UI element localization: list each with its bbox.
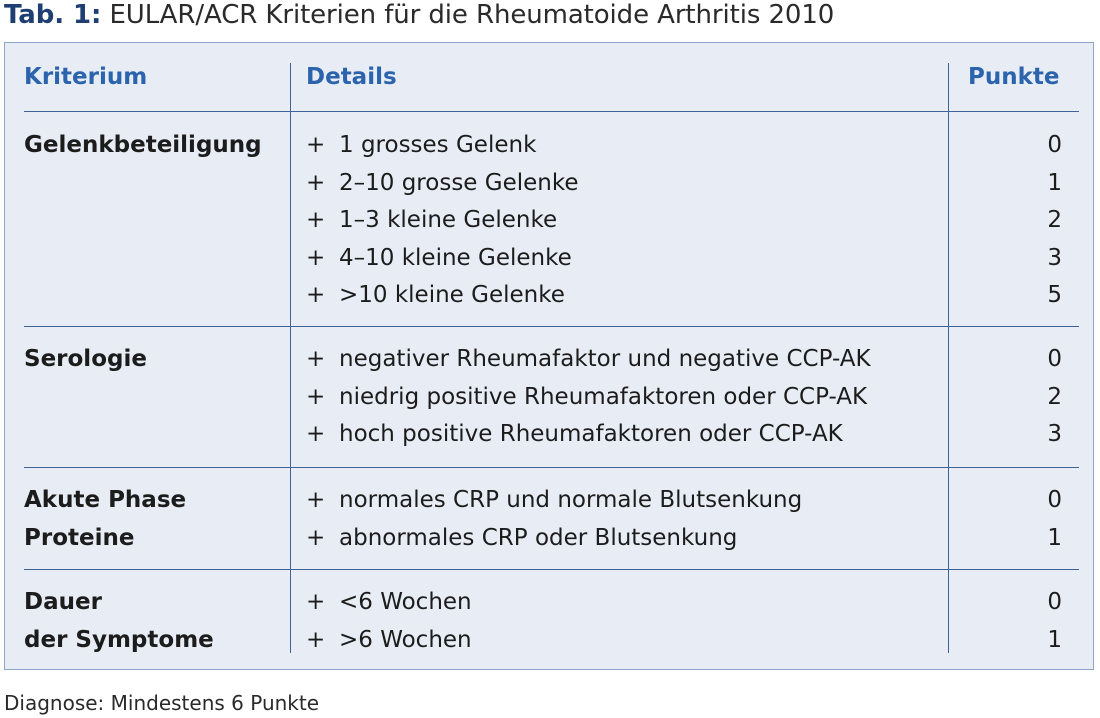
- points-gelenkbeteiligung: [965, 127, 1065, 315]
- group-rule: [24, 467, 1079, 468]
- detail-row: [306, 379, 946, 417]
- criterion-label-line-1: Dauer: [24, 589, 102, 615]
- detail-row: [306, 520, 946, 558]
- points-value: 0: [1047, 589, 1062, 615]
- plus-bullet: +: [306, 132, 326, 158]
- points-value: 0: [1047, 487, 1062, 513]
- details-serologie: [306, 341, 946, 454]
- detail-row: [306, 240, 946, 278]
- plus-bullet: +: [306, 207, 326, 233]
- points-value: 3: [1047, 244, 1062, 271]
- detail-text: negativer Rheumafaktor und negative CCP-AK: [339, 346, 871, 372]
- header-details: Details: [306, 64, 397, 90]
- caption-tag: Tab. 1:: [4, 0, 102, 30]
- criterion-label-line-1: Akute Phase: [24, 487, 187, 513]
- criterion-dauer-der-symptome: [24, 584, 214, 659]
- plus-bullet: +: [306, 524, 326, 551]
- footnote: Diagnose: Mindestens 6 Punkte: [4, 691, 320, 715]
- plus-bullet: +: [306, 244, 326, 271]
- detail-row: [306, 165, 946, 203]
- detail-text: >10 kleine Gelenke: [339, 282, 565, 308]
- points-value: 0: [1047, 346, 1062, 372]
- detail-row: [306, 482, 946, 520]
- detail-text: 1 grosses Gelenk: [339, 132, 537, 158]
- criterion-serologie: [24, 341, 147, 379]
- points-value: 0: [1047, 132, 1062, 158]
- points-value: 1: [1047, 626, 1062, 653]
- points-dauer-der-symptome: [965, 584, 1065, 659]
- points-value: 5: [1047, 282, 1062, 308]
- criterion-akute-phase-proteine: [24, 482, 186, 557]
- caption-title: EULAR/ACR Kriterien für die Rheumatoide Arthritis 2010: [109, 0, 835, 30]
- plus-bullet: +: [306, 626, 326, 653]
- points-value: 2: [1047, 383, 1062, 410]
- detail-row: [306, 622, 946, 660]
- details-akute-phase-proteine: [306, 482, 946, 557]
- points-value: 3: [1047, 421, 1062, 447]
- detail-row: [306, 341, 946, 379]
- criterion-label-line-2: Proteine: [24, 524, 135, 551]
- details-dauer-der-symptome: [306, 584, 946, 659]
- group-rule: [24, 569, 1079, 570]
- details-gelenkbeteiligung: [306, 127, 946, 315]
- detail-text: niedrig positive Rheumafaktoren oder CCP-AK: [339, 383, 868, 410]
- detail-text: >6 Wochen: [339, 626, 472, 653]
- detail-text: 4–10 kleine Gelenke: [339, 244, 572, 271]
- points-serologie: [965, 341, 1065, 454]
- points-value: 1: [1047, 524, 1062, 551]
- detail-row: [306, 584, 946, 622]
- plus-bullet: +: [306, 383, 326, 410]
- plus-bullet: +: [306, 282, 326, 308]
- detail-row: [306, 277, 946, 315]
- detail-text: 1–3 kleine Gelenke: [339, 207, 558, 233]
- header-kriterium: Kriterium: [24, 64, 148, 90]
- detail-row: [306, 202, 946, 240]
- detail-text: abnormales CRP oder Blutsenkung: [339, 524, 738, 551]
- detail-text: <6 Wochen: [339, 589, 472, 615]
- header-punkte: Punkte: [968, 64, 1060, 90]
- table-caption: [4, 0, 834, 30]
- detail-text: 2–10 grosse Gelenke: [339, 169, 579, 196]
- criterion-label-line-2: der Symptome: [24, 626, 214, 653]
- detail-row: [306, 416, 946, 454]
- points-value: 1: [1047, 169, 1062, 196]
- criterion-label: Serologie: [24, 346, 147, 372]
- criterion-label: Gelenkbeteiligung: [24, 132, 262, 158]
- plus-bullet: +: [306, 421, 326, 447]
- plus-bullet: +: [306, 487, 326, 513]
- column-divider-points: [948, 63, 949, 653]
- points-akute-phase-proteine: [965, 482, 1065, 557]
- header-rule: [24, 111, 1079, 112]
- plus-bullet: +: [306, 589, 326, 615]
- criterion-gelenkbeteiligung: [24, 127, 262, 165]
- detail-row: [306, 127, 946, 165]
- plus-bullet: +: [306, 169, 326, 196]
- plus-bullet: +: [306, 346, 326, 372]
- detail-text: normales CRP und normale Blutsenkung: [339, 487, 803, 513]
- points-value: 2: [1047, 207, 1062, 233]
- group-rule: [24, 326, 1079, 327]
- criteria-table: [4, 42, 1094, 670]
- column-divider-details: [290, 63, 291, 653]
- detail-text: hoch positive Rheumafaktoren oder CCP-AK: [339, 421, 843, 447]
